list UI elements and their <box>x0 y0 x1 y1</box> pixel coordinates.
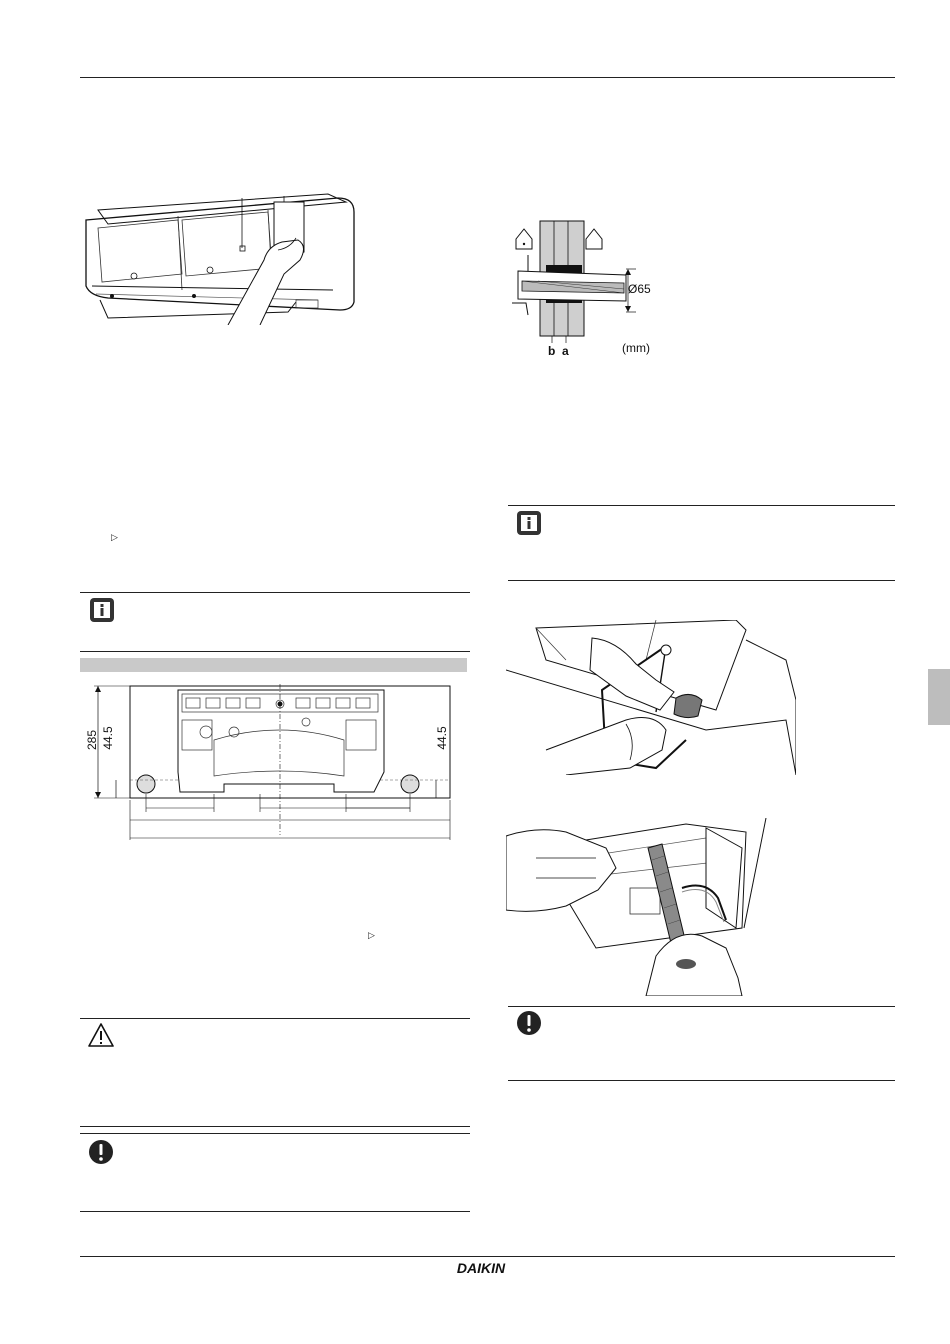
label-b: b <box>548 344 556 358</box>
exclamation-circle-icon <box>516 1010 542 1036</box>
warning-note-bottom-rule <box>80 1126 470 1127</box>
indoor-house-icon <box>516 229 532 249</box>
dim-left-offset: 44.5 <box>101 726 115 750</box>
brand-logo <box>440 1258 522 1278</box>
info-icon <box>516 510 542 536</box>
triangle-bullet-icon: ▷ <box>368 930 375 940</box>
brand-name: DAIKIN <box>456 1260 506 1276</box>
right-notice-note-bottom-rule <box>508 1080 895 1081</box>
info-icon <box>89 597 115 623</box>
figure-mounting-plate <box>84 680 468 845</box>
figure-wall-pipe-hole <box>508 215 668 360</box>
right-notice-note-top-rule <box>508 1006 895 1007</box>
dim-height: 285 <box>85 729 99 751</box>
right-info-note-top-rule <box>508 505 895 506</box>
footer-rule <box>80 1256 895 1257</box>
notice-note-bottom-rule <box>80 1211 470 1212</box>
diameter-label: Ø65 <box>628 282 651 296</box>
notice-note-top-rule <box>80 1133 470 1134</box>
unit-label: (mm) <box>622 341 650 355</box>
triangle-bullet-icon: ▷ <box>111 532 118 542</box>
label-a: a <box>562 344 569 358</box>
warning-note-top-rule <box>80 1018 470 1019</box>
warning-triangle-icon <box>88 1022 114 1048</box>
section-heading-bar <box>80 658 467 672</box>
figure-cutting-pipe-hacksaw <box>506 620 796 775</box>
chapter-side-tab <box>928 669 950 725</box>
figure-indoor-unit-filter <box>78 190 360 325</box>
header-rule <box>80 77 895 78</box>
info-note-bottom-rule <box>80 651 470 652</box>
figure-filing-cut-edge <box>506 818 776 996</box>
info-note-top-rule <box>80 592 470 593</box>
right-info-note-bottom-rule <box>508 580 895 581</box>
exclamation-circle-icon <box>88 1139 114 1165</box>
dim-right-offset: 44.5 <box>435 726 449 750</box>
